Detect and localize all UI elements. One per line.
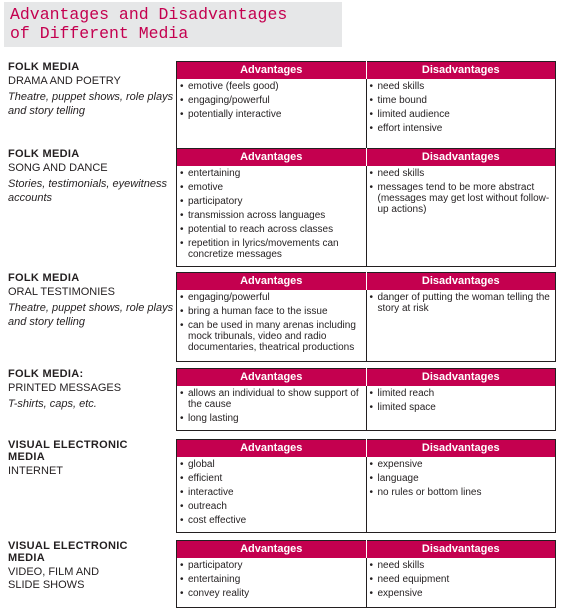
list-item: • convey reality xyxy=(180,588,363,599)
list-item: • bring a human face to the issue xyxy=(180,306,363,317)
title-line-2: of Different Media xyxy=(10,24,189,43)
list-item: • limited audience xyxy=(370,109,553,120)
list-item: • entertaining xyxy=(180,168,363,179)
media-category: VISUAL ELECTRONIC MEDIA xyxy=(8,439,128,463)
advantages-cell xyxy=(177,166,367,267)
media-category: FOLK MEDIA xyxy=(8,272,80,284)
media-category: FOLK MEDIA: xyxy=(8,368,84,380)
list-item: • effort intensive xyxy=(370,123,553,134)
advantages-header: Advantages xyxy=(177,62,367,79)
list-item: • potential to reach across classes xyxy=(180,224,363,235)
list-item: • language xyxy=(370,473,553,484)
list-item: • need skills xyxy=(370,168,553,179)
disadvantages-header: Disadvantages xyxy=(366,440,556,457)
disadvantages-list xyxy=(370,459,553,498)
list-item: • engaging/powerful xyxy=(180,95,363,106)
advantages-list xyxy=(180,560,363,599)
table-row xyxy=(177,558,556,608)
list-item: • emotive xyxy=(180,182,363,193)
list-item: • expensive xyxy=(370,588,553,599)
list-item: • interactive xyxy=(180,487,363,498)
list-item: • need equipment xyxy=(370,574,553,585)
advantages-cell xyxy=(177,290,367,362)
list-item: • potentially interactive xyxy=(180,109,363,120)
advantages-table xyxy=(176,368,556,431)
disadvantages-header: Disadvantages xyxy=(366,273,556,290)
advantages-header: Advantages xyxy=(177,541,367,558)
list-item: • engaging/powerful xyxy=(180,292,363,303)
disadvantages-cell xyxy=(366,386,556,431)
list-item: • allows an individual to show support of the cause xyxy=(180,388,363,410)
advantages-list xyxy=(180,459,363,526)
advantages-header: Advantages xyxy=(177,369,367,386)
media-label xyxy=(8,439,158,478)
advantages-cell xyxy=(177,457,367,533)
list-item: • efficient xyxy=(180,473,363,484)
list-item: • cost effective xyxy=(180,515,363,526)
disadvantages-cell xyxy=(366,457,556,533)
list-item: • transmission across languages xyxy=(180,210,363,221)
media-category: VISUAL ELECTRONIC MEDIA xyxy=(8,540,128,564)
list-item: • expensive xyxy=(370,459,553,470)
media-description: Stories, testimonials, eyewitness accounts xyxy=(8,178,167,204)
advantages-header: Advantages xyxy=(177,273,367,290)
disadvantages-header: Disadvantages xyxy=(366,369,556,386)
media-description: T-shirts, caps, etc. xyxy=(8,398,97,410)
disadvantages-header: Disadvantages xyxy=(366,149,556,166)
advantages-table xyxy=(176,540,556,608)
list-item: • messages tend to be more abstract (messages may get lost without follow-up actions) xyxy=(370,182,553,215)
table-row xyxy=(177,166,556,267)
media-subtitle: VIDEO, FILM AND SLIDE SHOWS xyxy=(8,566,100,591)
list-item: • limited space xyxy=(370,402,553,413)
table-row xyxy=(177,386,556,431)
media-description: Theatre, puppet shows, role plays and story telling xyxy=(8,302,174,328)
table-row xyxy=(177,290,556,362)
disadvantages-list xyxy=(370,388,553,413)
advantages-list xyxy=(180,388,363,424)
media-category: FOLK MEDIA xyxy=(8,61,80,73)
advantages-list xyxy=(180,168,363,260)
advantages-cell xyxy=(177,558,367,608)
media-subtitle: DRAMA AND POETRY xyxy=(8,75,121,87)
disadvantages-cell xyxy=(366,290,556,362)
list-item: • danger of putting the woman telling the story at risk xyxy=(370,292,553,314)
media-label xyxy=(8,368,174,411)
list-item: • can be used in many arenas including mock tribunals, video and radio documentaries, theatrical productions xyxy=(180,320,363,353)
disadvantages-header: Disadvantages xyxy=(366,541,556,558)
media-subtitle: PRINTED MESSAGES xyxy=(8,382,122,394)
media-description: Theatre, puppet shows, role plays and story telling xyxy=(8,91,174,117)
list-item: • global xyxy=(180,459,363,470)
advantages-cell xyxy=(177,386,367,431)
media-category: FOLK MEDIA xyxy=(8,148,80,160)
advantages-table xyxy=(176,439,556,533)
advantages-header: Advantages xyxy=(177,440,367,457)
title-line-1: Advantages and Disadvantages xyxy=(10,5,288,24)
list-item: • repetition in lyrics/movements can concretize messages xyxy=(180,238,363,260)
list-item: • no rules or bottom lines xyxy=(370,487,553,498)
table-row xyxy=(177,457,556,533)
media-label xyxy=(8,148,174,205)
list-item: • participatory xyxy=(180,196,363,207)
disadvantages-cell xyxy=(366,166,556,267)
list-item: • long lasting xyxy=(180,413,363,424)
disadvantages-header: Disadvantages xyxy=(366,62,556,79)
advantages-table xyxy=(176,148,556,267)
advantages-header: Advantages xyxy=(177,149,367,166)
disadvantages-cell xyxy=(366,558,556,608)
list-item: • outreach xyxy=(180,501,363,512)
media-subtitle: SONG AND DANCE xyxy=(8,162,108,174)
advantages-list xyxy=(180,81,363,120)
disadvantages-list xyxy=(370,292,553,314)
list-item: • participatory xyxy=(180,560,363,571)
media-label xyxy=(8,540,158,592)
list-item: • need skills xyxy=(370,81,553,92)
advantages-list xyxy=(180,292,363,353)
page-title xyxy=(4,2,342,47)
disadvantages-list xyxy=(370,81,553,134)
list-item: • time bound xyxy=(370,95,553,106)
media-subtitle: INTERNET xyxy=(8,465,63,477)
list-item: • entertaining xyxy=(180,574,363,585)
media-subtitle: ORAL TESTIMONIES xyxy=(8,286,115,298)
list-item: • emotive (feels good) xyxy=(180,81,363,92)
disadvantages-list xyxy=(370,560,553,599)
disadvantages-list xyxy=(370,168,553,215)
advantages-table xyxy=(176,272,556,362)
media-label xyxy=(8,61,174,118)
list-item: • need skills xyxy=(370,560,553,571)
list-item: • limited reach xyxy=(370,388,553,399)
media-label xyxy=(8,272,174,329)
